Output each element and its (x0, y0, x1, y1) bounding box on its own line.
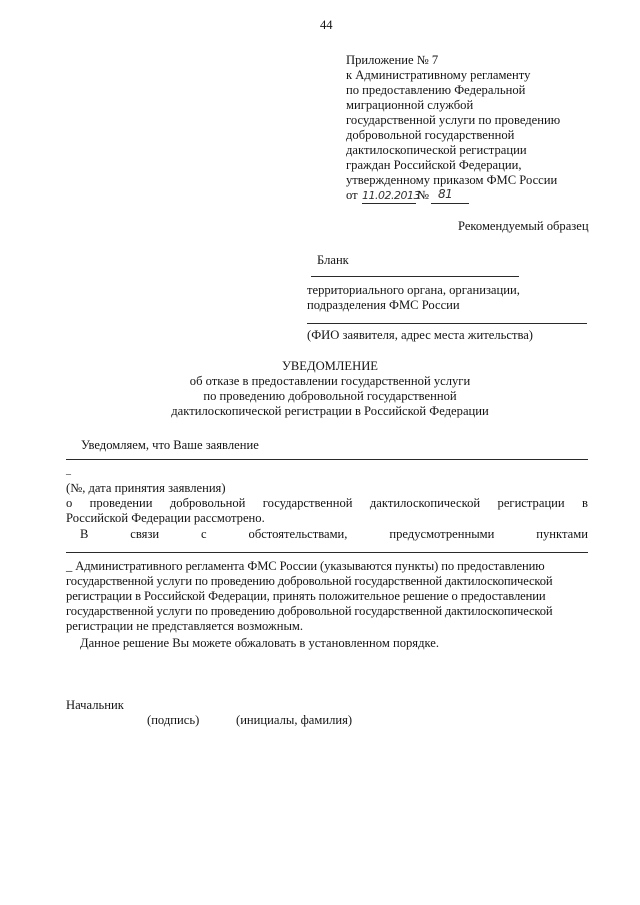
appeal-text: Данное решение Вы можете обжаловать в установленном порядке. (80, 636, 440, 650)
appendix-title: Приложение № 7 (346, 53, 439, 67)
paragraph-2-line-1 (80, 527, 588, 542)
notice-title: УВЕДОМЛЕНИЕ (281, 359, 378, 373)
word: предусмотренными (389, 527, 495, 541)
paragraph-3-line-3: регистрации в Российской Федерации, принять положительное решение о предоставлении (66, 589, 546, 603)
appendix-line: государственной услуги по проведению (346, 113, 561, 127)
page-number: 44 (320, 18, 333, 32)
appendix-line: добровольной государственной (346, 128, 515, 142)
paragraph-3-line-4: государственной услуги по проведению добровольной государственной дактилоскопической (66, 604, 553, 618)
word: пунктами (536, 527, 588, 541)
number-date-caption: (№, дата принятия заявления) (66, 481, 226, 495)
appendix-line: граждан Российской Федерации, (346, 158, 522, 172)
appendix-line: утвержденному приказом ФМС России (346, 173, 558, 187)
appendix-line: миграционной службой (346, 98, 474, 112)
organization-line (311, 276, 519, 277)
order-number-underline (431, 203, 469, 204)
order-date-underline (362, 203, 416, 204)
appendix-line: по предоставлению Федеральной (346, 83, 526, 97)
word: регистрации (497, 496, 565, 510)
word: государственной (262, 496, 353, 510)
word: в (582, 496, 588, 510)
word: дактилоскопической (369, 496, 481, 510)
clauses-line (66, 552, 588, 553)
application-line (66, 459, 588, 460)
paragraph-1-line-1 (66, 496, 588, 511)
word: с (201, 527, 207, 541)
order-number-label: № (417, 188, 430, 202)
appendix-line: к Административному регламенту (346, 68, 531, 82)
intro-text: Уведомляем, что Ваше заявление (81, 438, 259, 452)
organization-caption: территориального органа, организации, (307, 283, 520, 297)
word: добровольной (169, 496, 246, 510)
signature-caption: (подпись) (147, 713, 200, 727)
recommended-sample: Рекомендуемый образец (458, 219, 589, 233)
notice-subtitle: об отказе в предоставлении государственной услуги (189, 374, 471, 388)
word: о (66, 496, 73, 510)
paragraph-3-line-5: регистрации не представляется возможным. (66, 619, 304, 633)
word: проведении (89, 496, 153, 510)
applicant-caption: (ФИО заявителя, адрес места жительства) (307, 328, 534, 342)
notice-subtitle: по проведению добровольной государственной (203, 389, 457, 403)
order-number-handwritten: 81 (438, 187, 453, 201)
paragraph-1-line-2: Российской Федерации рассмотрено. (66, 511, 265, 525)
word: обстоятельствами, (248, 527, 348, 541)
dash-mark: _ (66, 465, 71, 476)
blank-label: Бланк (317, 253, 349, 267)
order-date-handwritten: 11.02.2013 (362, 189, 420, 202)
word: связи (130, 527, 160, 541)
appendix-line: дактилоскопической регистрации (346, 143, 527, 157)
order-from-label: от (346, 188, 358, 202)
notice-subtitle: дактилоскопической регистрации в Российской Федерации (171, 404, 489, 418)
applicant-line (307, 323, 587, 324)
position-label: Начальник (66, 698, 124, 712)
paragraph-3-line-2: государственной услуги по проведению добровольной государственной дактилоскопической (66, 574, 553, 588)
paragraph-3-line-1: _ Административного регламента ФМС России (указываются пункты) по предоставлению (66, 559, 545, 573)
word: В (80, 527, 89, 541)
name-caption: (инициалы, фамилия) (236, 713, 353, 727)
organization-caption: подразделения ФМС России (307, 298, 460, 312)
